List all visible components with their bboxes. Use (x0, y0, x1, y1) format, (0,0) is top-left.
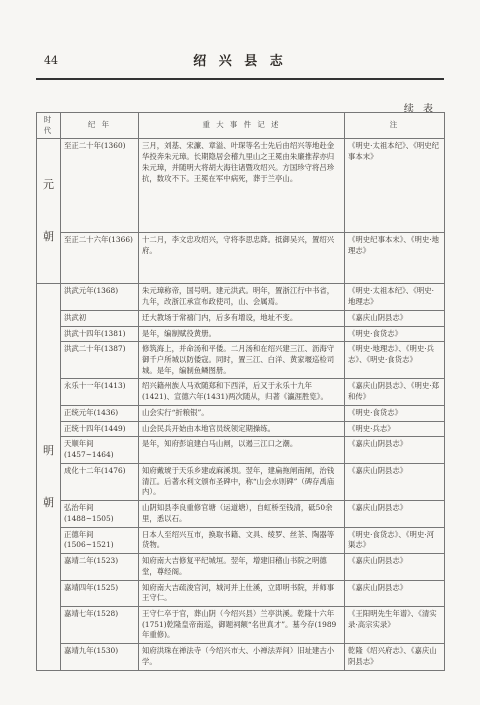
event-cell: 朱元璋称帝，国号明。建元洪武。明年，置浙江行中书省，九年，改浙江承宣布政使司，山、会属焉。 (139, 284, 345, 310)
table-row (37, 421, 445, 437)
event-cell: 绍兴籍州族人马欢随郑和下西洋，后又于永乐十九年(1421)、宣德六年(1431)两次随从，归著《瀛涯胜览》。 (139, 379, 345, 405)
table-row (37, 379, 445, 405)
table-header-row (37, 113, 445, 139)
note-cell: 《嘉庆山阴县志》 (345, 463, 445, 500)
table-row (37, 463, 445, 500)
era-label: 明 (43, 444, 54, 458)
note-cell: 乾隆《绍兴府志》、《嘉庆山阴县志》 (345, 644, 445, 670)
era-cell (37, 284, 61, 670)
year-cell: 洪武十四年(1381) (61, 326, 139, 342)
year-cell: 至正二十六年(1366) (61, 232, 139, 284)
note-cell: 《嘉庆山阴县志》 (345, 310, 445, 326)
era-label: 元 (43, 178, 54, 192)
year-cell: 永乐十一年(1413) (61, 379, 139, 405)
year-cell: 弘治年间(1488~1505) (61, 501, 139, 527)
event-cell: 山会实行“折粮银”。 (139, 405, 345, 421)
note-cell: 《嘉庆山阴县志》 (345, 501, 445, 527)
year-cell: 洪武元年(1368) (61, 284, 139, 310)
page-number: 44 (44, 54, 58, 67)
note-cell: 《明史·太祖本纪》、《明史纪事本末》 (345, 139, 445, 232)
running-title: 绍 兴 县 志 (193, 54, 287, 69)
column-header: 纪 年 (61, 113, 139, 139)
era-cell (37, 139, 61, 284)
event-cell: 知府南大吉疏浚官河，城河并上仕溪，立即明书院，并师事王守仁。 (139, 580, 345, 606)
column-header: 注 (345, 113, 445, 139)
era-label: 朝 (43, 230, 54, 244)
table-row (37, 232, 445, 284)
event-cell: 是年，知府彭谊建白马山闸，以遏三江口之潮。 (139, 437, 345, 463)
event-cell: 三月，刘基、宋濂、章溢、叶琛等名士先后由绍兴等地赴金华投奔朱元璋。长期隐居会稽九里山之王冕由朱廉推荐亦归朱元璋，并随明大将胡大海往诸暨攻绍兴。方国珍守将吕珍抗，数攻不下。王冕在军中病死，葬于兰亭山。 (139, 139, 345, 232)
year-cell: 嘉靖九年(1530) (61, 644, 139, 670)
table-row (37, 554, 445, 580)
event-cell: 知府洪珠在禅法寺（今绍兴市大、小禅法弄间）旧址建古小学。 (139, 644, 345, 670)
event-cell: 十二月，李文忠攻绍兴，守将李思忠降。抵御吴兴，置绍兴府。 (139, 232, 345, 284)
year-cell: 洪武二十年(1387) (61, 342, 139, 379)
chronology-table (36, 112, 445, 671)
event-cell: 王守仁卒于官，葬山阴（今绍兴县）兰亭洪溪。乾隆十六年(1751)乾隆皇帝南巡，御题祠额“名世真才”。墓今存(1989年重修)。 (139, 606, 345, 643)
event-cell: 知府戴琥于天乐乡建或麻溪坝。翌年，建扁拖闸南闸，治钱清江。后著水利文颁布圣碑中，称“山会水则碑”（碑存禹庙内）。 (139, 463, 345, 500)
year-cell: 至正二十年(1360) (61, 139, 139, 232)
column-header: 重 大 事 件 记 述 (139, 113, 345, 139)
event-cell: 是年，编制赋役黄册。 (139, 326, 345, 342)
table-row (37, 310, 445, 326)
year-cell: 嘉靖二年(1523) (61, 554, 139, 580)
note-cell: 《明史纪事本末》、《明史·地理志》 (345, 232, 445, 284)
year-cell: 成化十二年(1476) (61, 463, 139, 500)
year-cell: 洪武初 (61, 310, 139, 326)
continued-label: 续 表 (403, 104, 436, 115)
table-row (37, 501, 445, 527)
table-row (37, 437, 445, 463)
year-cell: 正统十四年(1449) (61, 421, 139, 437)
era-label: 朝 (43, 495, 54, 509)
note-cell: 《王阳明先生年谱》、《清实录·高宗实录》 (345, 606, 445, 643)
event-cell: 山会民兵开始由本地官员统领定期操练。 (139, 421, 345, 437)
table-row (37, 139, 445, 232)
event-cell: 迁大教场于常禧门内，后多有增设，地址不变。 (139, 310, 345, 326)
table-row (37, 606, 445, 643)
table-row (37, 580, 445, 606)
table-row (37, 326, 445, 342)
year-cell: 嘉靖七年(1528) (61, 606, 139, 643)
year-cell: 嘉靖四年(1525) (61, 580, 139, 606)
event-cell: 修筑海上，并命汤和平倭。二月汤和在绍兴建三江、沥海守御千户所城以防倭寇。同时，置三江、白洋、黄家堰巡检司城。是年，编制鱼鳞图册。 (139, 342, 345, 379)
note-cell: 《嘉庆山阴县志》 (345, 580, 445, 606)
header-rule (36, 78, 444, 80)
table-row (37, 284, 445, 310)
note-cell: 《明史·兵志》 (345, 421, 445, 437)
note-cell: 《明史·食货志》、《明史·河渠志》 (345, 527, 445, 553)
event-cell: 日本人至绍兴互市，换取书籍、文具、绫罗、丝茶、陶器等货物。 (139, 527, 345, 553)
note-cell: 《明史·食货志》 (345, 405, 445, 421)
table-row (37, 527, 445, 553)
year-cell: 天顺年间(1457~1464) (61, 437, 139, 463)
table-row (37, 405, 445, 421)
year-cell: 正统元年(1436) (61, 405, 139, 421)
note-cell: 《嘉庆山阴县志》 (345, 554, 445, 580)
note-cell: 《嘉庆山阴县志》 (345, 437, 445, 463)
table-row (37, 644, 445, 670)
column-header: 时代 (37, 113, 61, 139)
note-cell: 《嘉庆山阴县志》、《明史·郑和传》 (345, 379, 445, 405)
note-cell: 《明史·食货志》 (345, 326, 445, 342)
event-cell: 山阴知县李良重修官塘（运道塘），自虹桥至钱清，砥50余里，悉以石。 (139, 501, 345, 527)
note-cell: 《明史·太祖本纪》、《明史·地理志》 (345, 284, 445, 310)
table-row (37, 342, 445, 379)
note-cell: 《明史·地理志》、《明史·兵志》、《明史·食货志》 (345, 342, 445, 379)
year-cell: 正德年间(1506~1521) (61, 527, 139, 553)
event-cell: 知府南大吉修复平纪城垣。翌年，增建旧稽山书院之明德堂，尊经阁。 (139, 554, 345, 580)
